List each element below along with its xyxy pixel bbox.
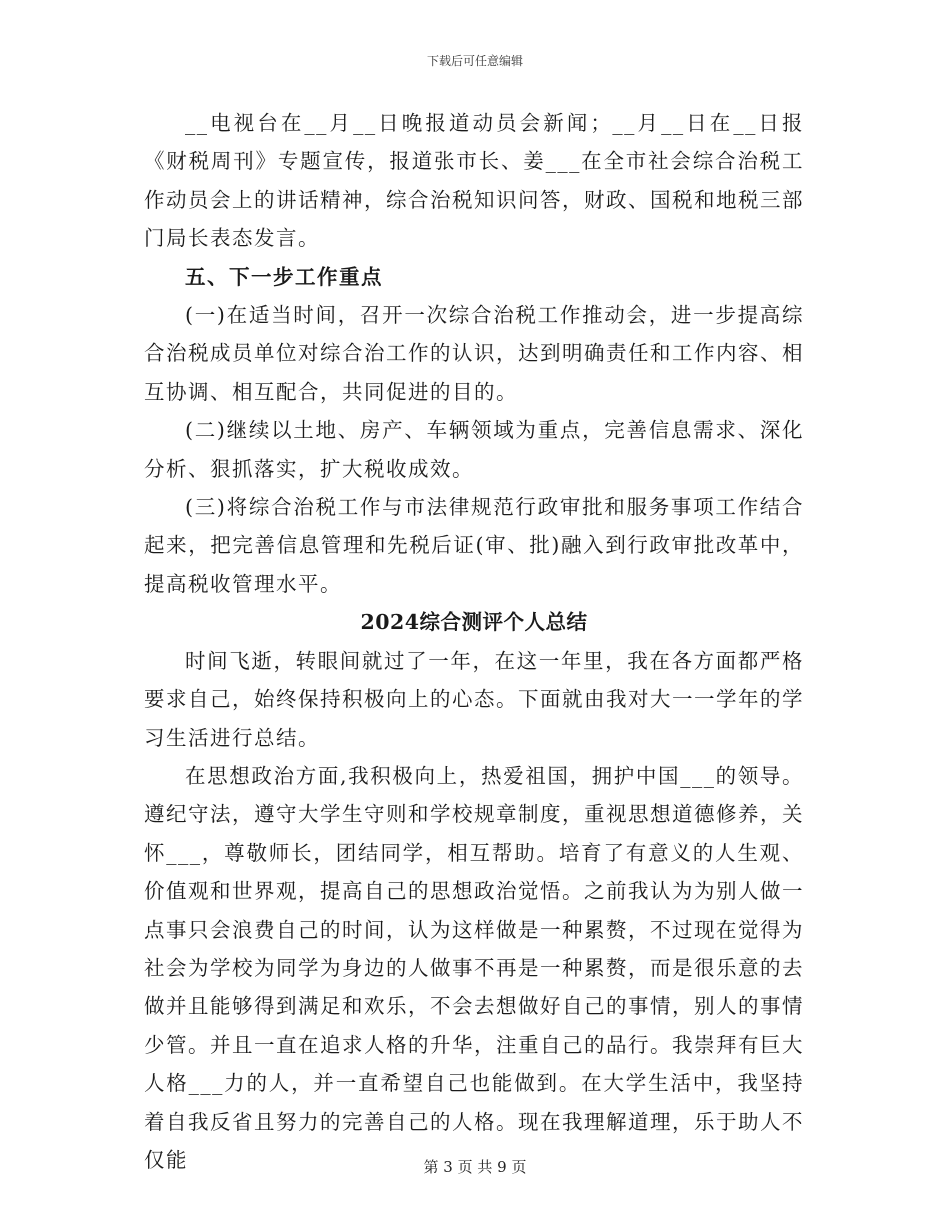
paragraph-intro: 时间飞逝，转眼间就过了一年，在这一年里，我在各方面都严格要求自己，始终保持积极向上的心态。下面就由我对大一一学年的学习生活进行总结。 — [144, 648, 804, 750]
paragraph-item-2: (二)继续以土地、房产、车辆领域为重点，完善信息需求、深化分析、狠抓落实，扩大税收成效。 — [144, 418, 804, 481]
paragraph-political: 在思想政治方面,我积极向上，热爱祖国，拥护中国___的领导。遵纪守法，遵守大学生守则和学校规章制度，重视思想道德修养，关怀___，尊敬师长，团结同学，相互帮助。培育了有意义的人生观、价值观和世界观，提高自己的思想政治觉悟。之前我认为为别人做一点事只会浪费自己的时间，认为这样做是一种累赘，不过现在觉得为社会为学校为同学为身边的人做事不再是一种累赘，而是很乐意的去做并且能够得到满足和欢乐，不会去想做好自己的事情，别人的事情少管。并且一直在追求人格的升华，注重自己的品行。我崇拜有巨大人格___力的人，并一直希望自己也能做到。在大学生活中，我坚持着自我反省且努力的完善自己的人格。现在我理解道理，乐于助人不仅能 — [144, 763, 804, 1172]
document-body — [144, 104, 804, 1179]
page-footer: 第 3 页 共 9 页 — [423, 1158, 527, 1176]
paragraph-item-3: (三)将综合治税工作与市法律规范行政审批和服务事项工作结合起来，把完善信息管理和先税后证(审、批)融入到行政审批改革中，提高税收管理水平。 — [144, 495, 804, 596]
section-heading-next-steps: 五、下一步工作重点 — [185, 264, 383, 289]
paragraph-tv-report: __电视台在__月__日晚报道动员会新闻；__月__日在__日报《财税周刊》专题宣传，报道张市长、姜___在全市社会综合治税工作动员会上的讲话精神，综合治税知识问答，财政、国税和地税三部门局长表态发言。 — [144, 111, 804, 251]
page-header: 下载后可任意编辑 — [426, 54, 523, 68]
paragraph-item-1: (一)在适当时间，召开一次综合治税工作推动会，进一步提高综合治税成员单位对综合治工作的认识，达到明确责任和工作内容、相互协调、相互配合，共同促进的目的。 — [144, 303, 804, 404]
document-title: 2024综合测评个人总结 — [360, 610, 588, 635]
